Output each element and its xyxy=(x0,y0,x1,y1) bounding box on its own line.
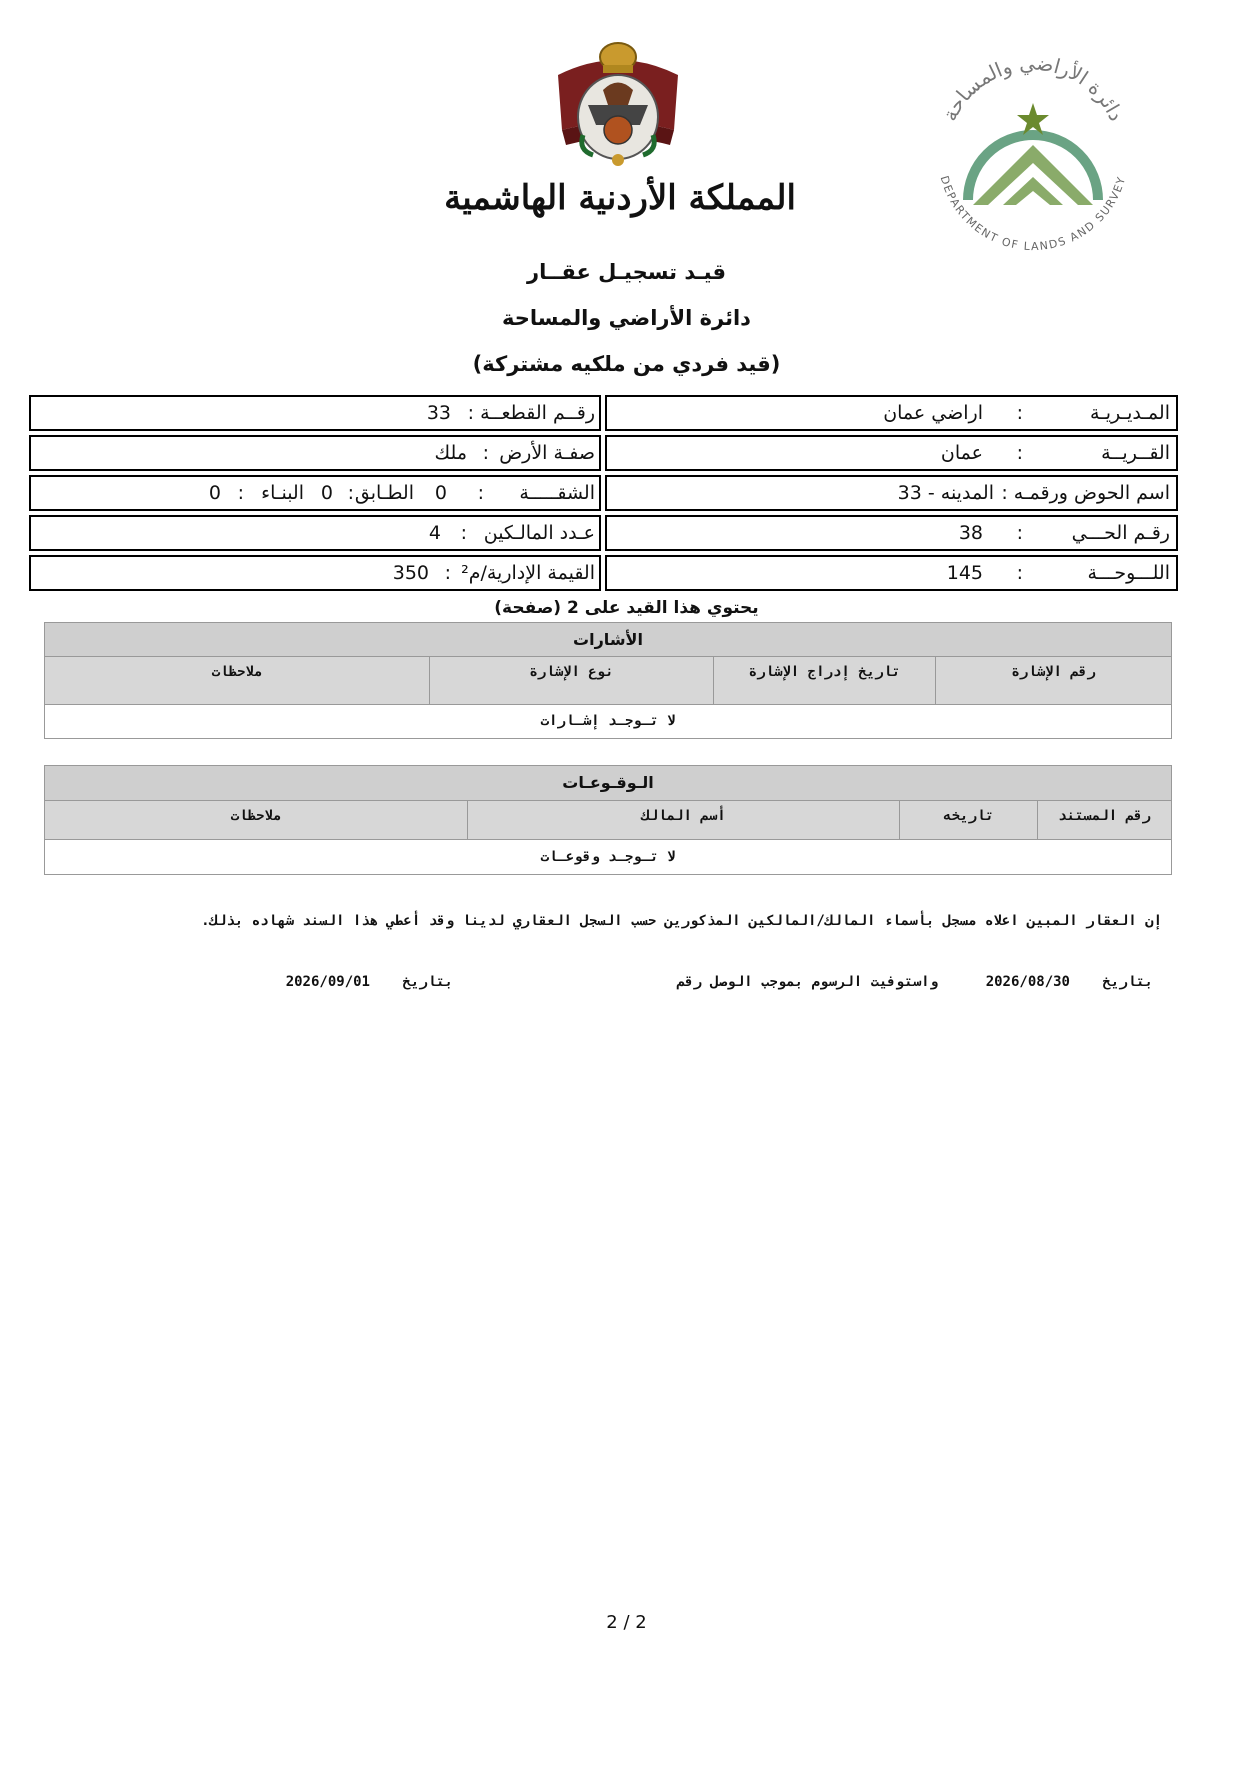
colon: : xyxy=(1016,562,1023,584)
village-field xyxy=(605,435,1178,471)
parcel-value: 33 xyxy=(426,402,451,424)
owners-label: عـدد المالـكين xyxy=(483,522,595,544)
apartment-label: الشقـــــة xyxy=(519,482,595,504)
department-title: دائرة الأراضي والمساحة xyxy=(502,306,751,330)
colon: : xyxy=(482,442,489,464)
district-label: رقـم الحـــي xyxy=(1071,522,1170,544)
land-type-value: ملك xyxy=(434,442,467,464)
colon: : xyxy=(1016,442,1023,464)
owners-value: 4 xyxy=(428,522,441,544)
fees-date-label-1: بتاريخ xyxy=(1102,974,1153,990)
page-number: 2 / 2 xyxy=(606,1612,647,1633)
column-header: تاريخ إدراج الإشارة xyxy=(713,657,935,704)
basin-label: اسم الحوض ورقمـه : xyxy=(1001,482,1170,504)
events-empty-message: لا تـوجـد وقوعـات xyxy=(540,849,676,865)
events-table xyxy=(44,765,1172,875)
fees-date-value-2: 2026/09/01 xyxy=(285,974,370,990)
column-header: نوع الإشارة xyxy=(429,657,713,704)
certification-text: إن العقار المبين اعلاه مسجل بأسماء المالك/المالكين المذكورين حسب السجل العقاري لدينا وقد أعطي هذا السند شهاده بذلك. xyxy=(201,913,1162,929)
column-header: رقم الإشارة xyxy=(935,657,1171,704)
district-value: 38 xyxy=(958,522,983,544)
admin-value-field xyxy=(29,555,601,591)
events-table-header xyxy=(45,801,1171,840)
land-type-field xyxy=(29,435,601,471)
signs-empty-message: لا تـوجـد إشـارات xyxy=(540,713,676,729)
admin-value-label: القيمة الإدارية/م² xyxy=(461,562,595,584)
signs-table xyxy=(44,622,1172,739)
dls-logo xyxy=(918,45,1148,255)
colon: : xyxy=(347,482,354,504)
signs-table-header xyxy=(45,657,1171,705)
signs-table-title: الأشارات xyxy=(45,623,1171,657)
column-header: أسم المالك xyxy=(467,801,899,839)
plate-field xyxy=(605,555,1178,591)
dls-logo-english: DEPARTMENT OF LANDS AND SURVEY xyxy=(937,174,1129,254)
colon: : xyxy=(1016,522,1023,544)
district-field xyxy=(605,515,1178,551)
directorate-label: المـديـريـة xyxy=(1090,402,1170,424)
admin-value-value: 350 xyxy=(392,562,429,584)
column-header: ملاحظات xyxy=(211,664,263,680)
land-type-label: صفـة الأرض xyxy=(499,442,595,464)
plate-label: اللـــوحـــة xyxy=(1087,562,1170,584)
unit-field xyxy=(29,475,601,511)
kingdom-calligraphy: المملكة الأردنية الهاشمية xyxy=(444,178,796,218)
building-value: 0 xyxy=(208,482,221,504)
coat-of-arms-emblem xyxy=(548,35,688,180)
village-value: عمان xyxy=(940,442,983,464)
apartment-value: 0 xyxy=(434,482,447,504)
parcel-label: رقــم القطعــة xyxy=(480,402,595,424)
colon: : xyxy=(460,522,467,544)
colon: : xyxy=(1016,402,1023,424)
basin-value: المدينه - 33 xyxy=(897,482,994,504)
dls-logo-arabic: دائرة الأراضي والمساحة xyxy=(937,50,1129,125)
colon: : xyxy=(237,482,244,504)
page-count-note: يحتوي هذا القيد على 2 (صفحة) xyxy=(494,598,759,618)
column-header: رقم المستند xyxy=(1037,801,1171,839)
colon: : xyxy=(444,562,451,584)
owners-count-field xyxy=(29,515,601,551)
building-label: البنـاء xyxy=(261,482,304,504)
directorate-field xyxy=(605,395,1178,431)
fees-date-value-1: 2026/08/30 xyxy=(985,974,1070,990)
floor-label: الطـابق xyxy=(354,482,414,504)
fees-text: واستوفيت الرسوم بموجب الوصل رقم xyxy=(676,974,938,990)
column-header: تاريخه xyxy=(899,801,1037,839)
directorate-value: اراضي عمان xyxy=(883,402,983,424)
colon: : xyxy=(477,482,484,504)
colon: : xyxy=(467,402,474,424)
fees-date-label-2: بتاريخ xyxy=(402,974,453,990)
plate-value: 145 xyxy=(946,562,983,584)
floor-value: 0 xyxy=(320,482,333,504)
record-type-title: (قيد فردي من ملكيه مشتركة) xyxy=(472,352,781,376)
document-title: قيـد تسجيـل عقــار xyxy=(527,260,726,284)
column-header: ملاحظات xyxy=(230,808,282,824)
village-label: القــريــة xyxy=(1101,442,1170,464)
parcel-field xyxy=(29,395,601,431)
events-table-title: الـوقـوعـات xyxy=(45,766,1171,801)
basin-field xyxy=(605,475,1178,511)
